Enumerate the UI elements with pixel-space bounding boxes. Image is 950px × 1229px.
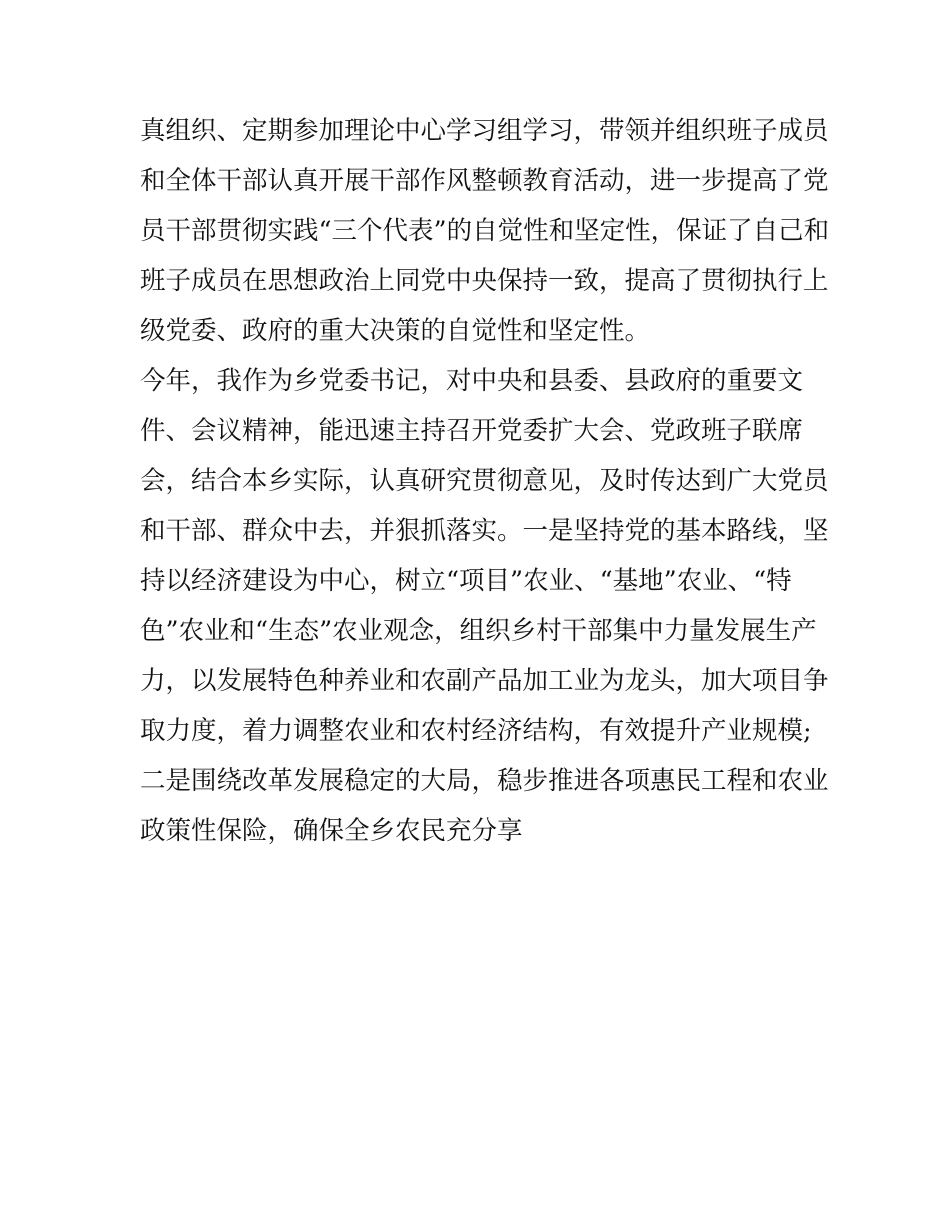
text-line: 和干部、群众中去，并狠抓落实。一是坚持党的基本路线，坚: [140, 516, 829, 546]
text-line: 员干部贯彻实践“三个代表”的自觉性和坚定性，保证了自己和: [140, 216, 830, 246]
text-line: 今年，我作为乡党委书记，对中央和县委、县政府的重要文: [140, 366, 804, 396]
text-line: 色”农业和“生态”农业观念，组织乡村干部集中力量发展生产: [140, 616, 817, 646]
body-text: [140, 106, 830, 856]
text-line: 级党委、政府的重大决策的自觉性和坚定性。: [140, 316, 651, 346]
text-line: 力，以发展特色种养业和农副产品加工业为龙头，加大项目争: [140, 666, 829, 696]
text-line: 二是围绕改革发展稳定的大局，稳步推进各项惠民工程和农业: [140, 766, 829, 796]
text-line: 取力度，着力调整农业和农村经济结构，有效提升产业规模;: [140, 716, 812, 746]
text-line: 件、会议精神，能迅速主持召开党委扩大会、党政班子联席: [140, 416, 804, 446]
text-line: 真组织、定期参加理论中心学习组学习，带领并组织班子成员: [140, 116, 829, 146]
text-line: 和全体干部认真开展干部作风整顿教育活动，进一步提高了党: [140, 166, 829, 196]
text-line: 政策性保险，确保全乡农民充分享: [140, 816, 523, 846]
text-line: 持以经济建设为中心，树立“项目”农业、“基地”农业、“特: [140, 566, 792, 596]
text-line: 班子成员在思想政治上同党中央保持一致，提高了贯彻执行上: [140, 266, 829, 296]
text-line: 会，结合本乡实际，认真研究贯彻意见，及时传达到广大党员: [140, 466, 829, 496]
